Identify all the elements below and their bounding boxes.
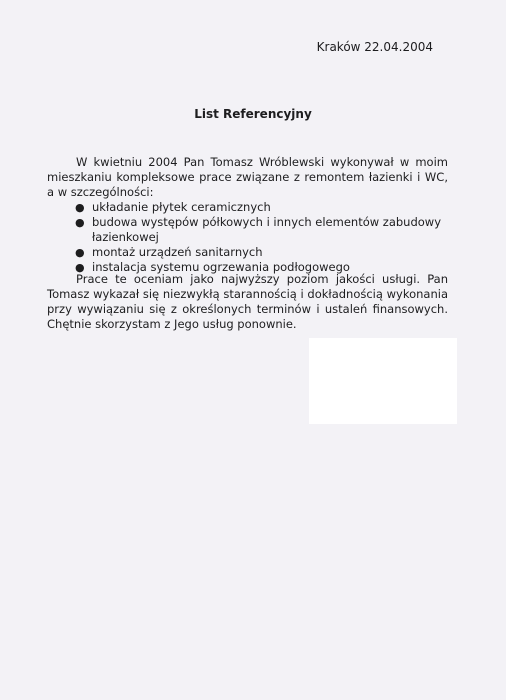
bullet-icon: ● — [75, 246, 85, 259]
intro-text: W kwietniu 2004 Pan Tomasz Wróblewski wykonywał w moim mieszkaniu kompleksowe prace związane z remontem łazienki i WC, a w szczególności: — [47, 155, 448, 199]
bullet-icon: ● — [75, 216, 85, 229]
closing-paragraph — [47, 272, 448, 332]
list-item-text: instalacja systemu ogrzewania podłogowego — [92, 260, 350, 274]
list-item — [75, 245, 450, 260]
bullet-icon: ● — [75, 201, 85, 214]
bullet-icon: ● — [75, 261, 85, 274]
intro-paragraph — [47, 155, 448, 200]
closing-text: Prace te oceniam jako najwyższy poziom jakości usługi. Pan Tomasz wykazał się niezwykłą starannością i dokładnością wykonania przy wywiązaniu się z określonych terminów i ustaleń finansowych. Chętnie skorzystam z Jego usług ponownie. — [47, 272, 448, 331]
letter-title: List Referencyjny — [194, 107, 312, 121]
list-item-text: budowa występów półkowych i innych elementów zabudowy łazienkowej — [92, 215, 442, 244]
list-item — [75, 200, 450, 215]
list-item-text: układanie płytek ceramicznych — [92, 200, 271, 214]
list-item — [75, 215, 450, 245]
letter-date: Kraków 22.04.2004 — [316, 40, 433, 54]
redacted-signature-area — [309, 338, 457, 424]
list-item-text: montaż urządzeń sanitarnych — [92, 245, 263, 259]
work-list — [75, 200, 450, 275]
